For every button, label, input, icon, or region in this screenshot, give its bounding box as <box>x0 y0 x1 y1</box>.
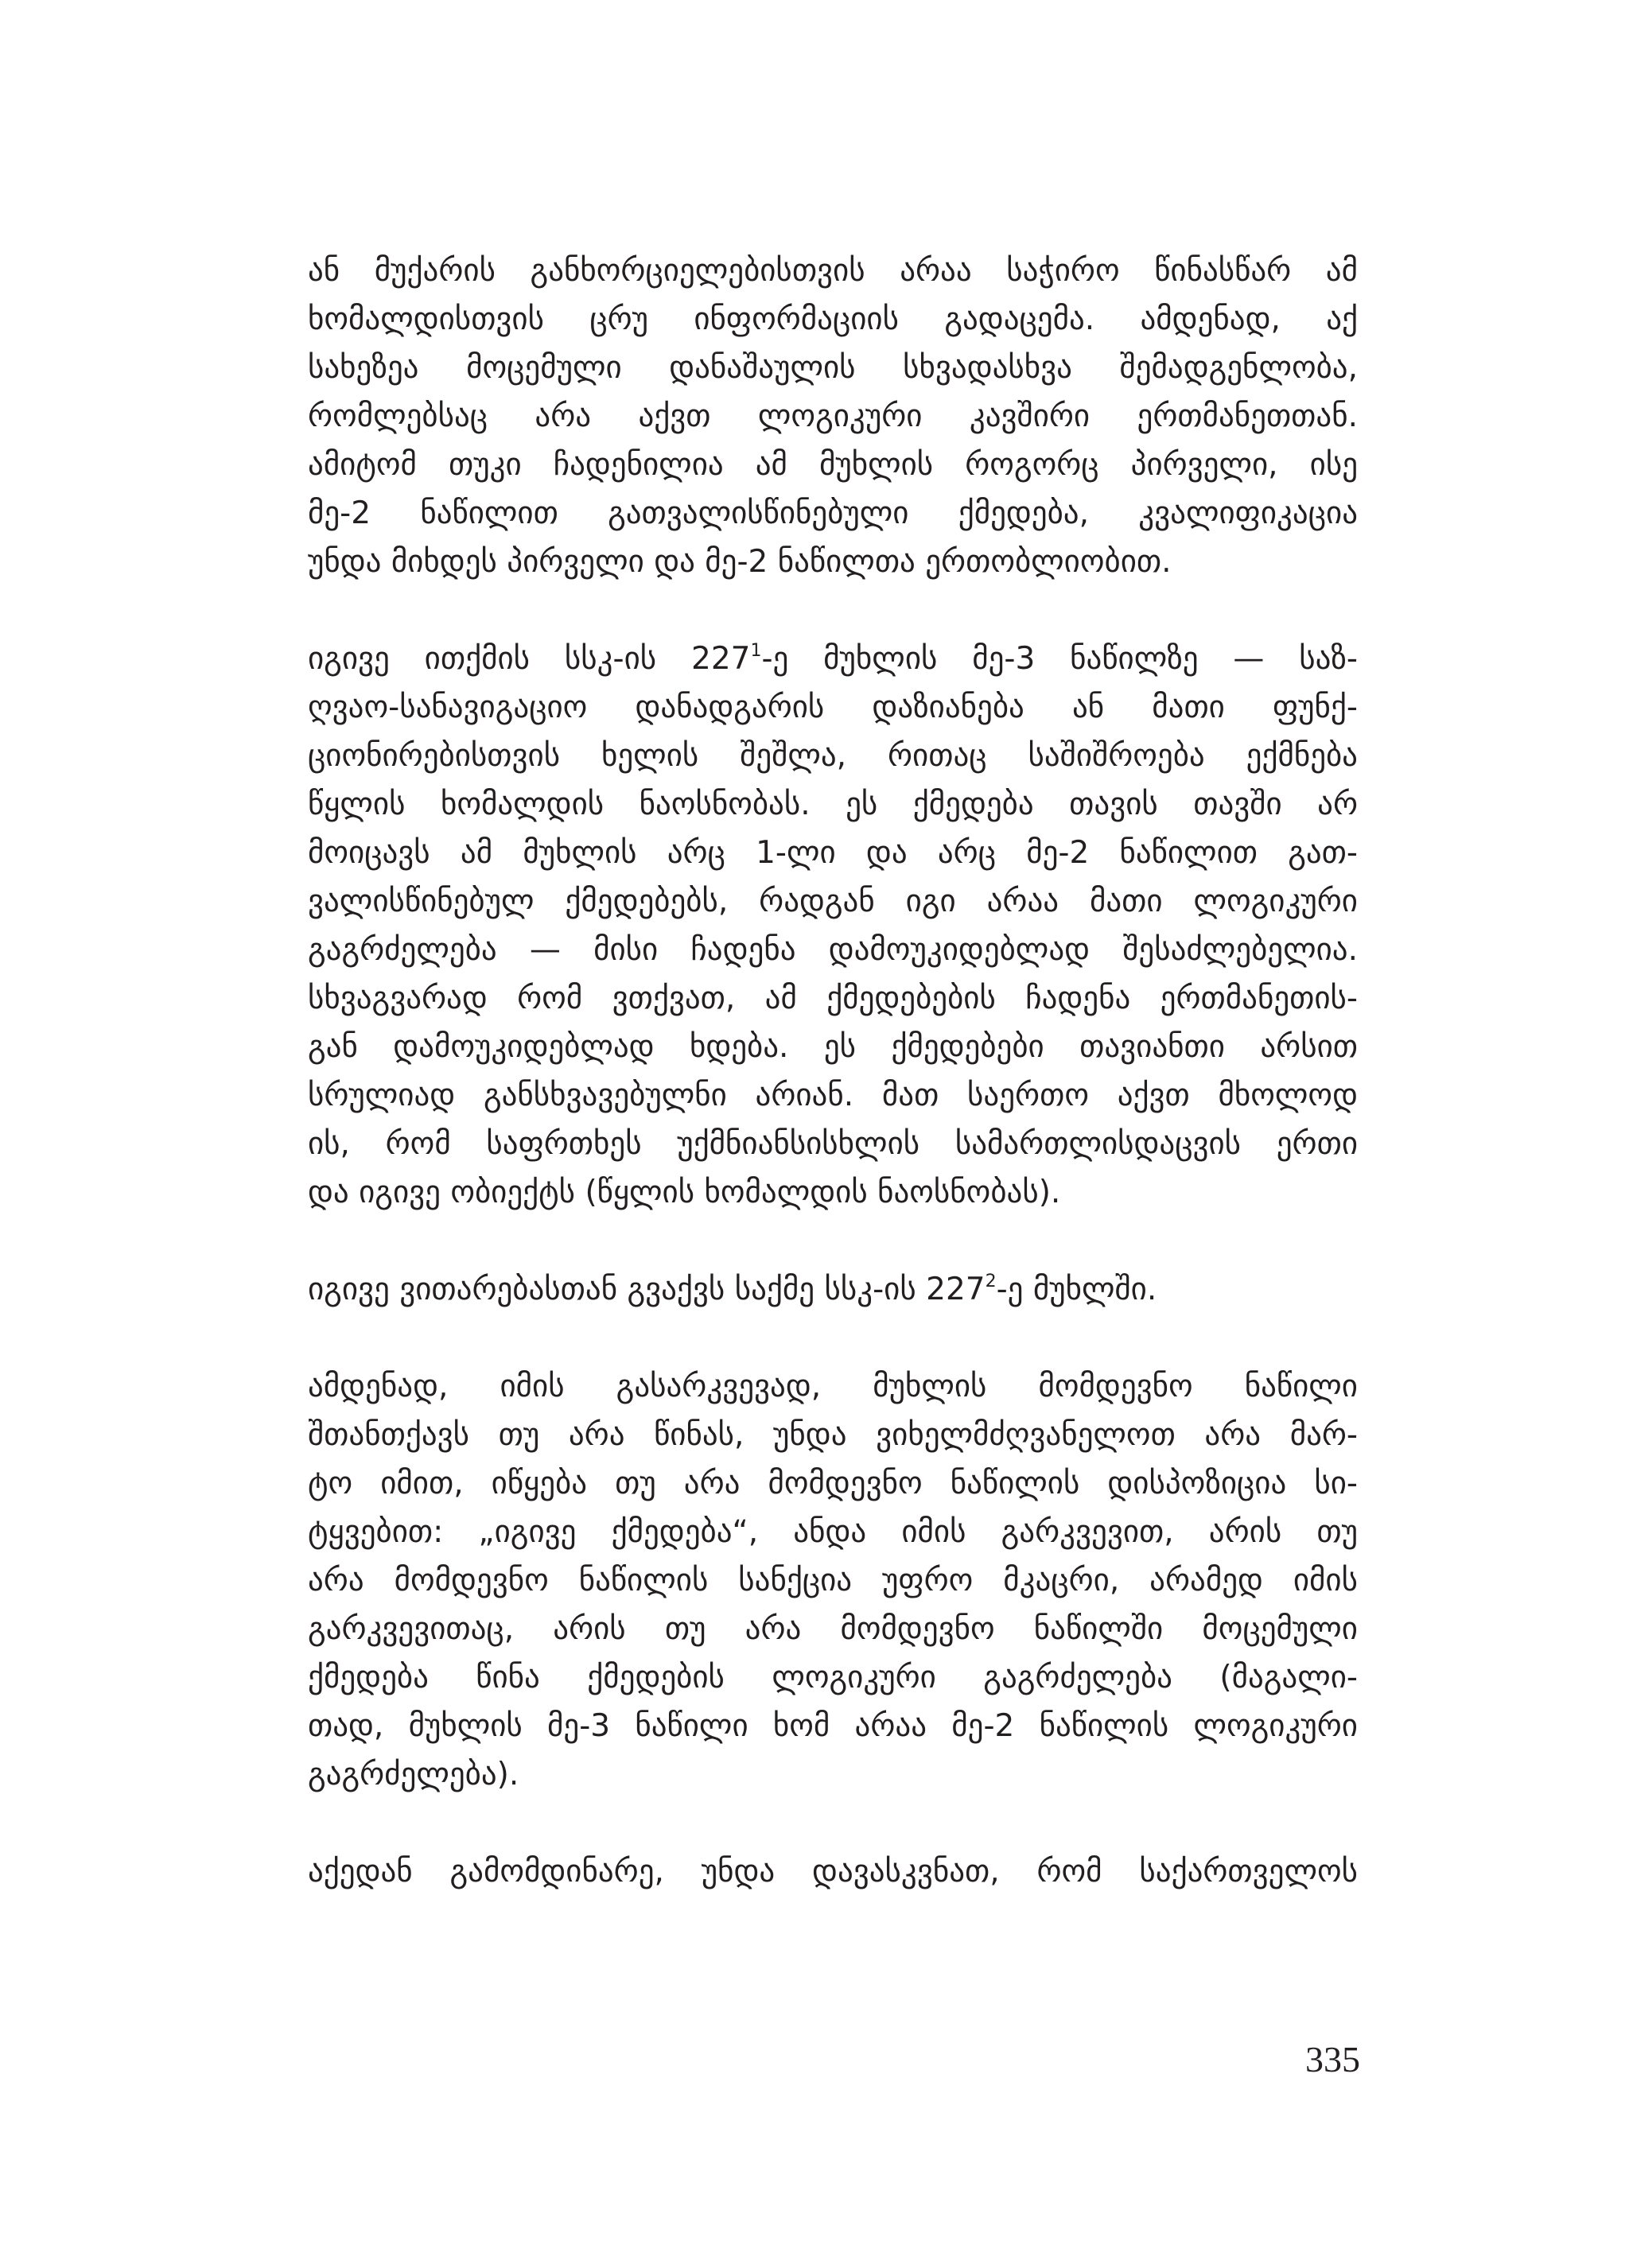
text-line: გარკვევითაც, არის თუ არა მომდევნო ნაწილში მოცემული <box>308 1611 1358 1647</box>
text-line: ამიტომ თუკი ჩადენილია ამ მუხლის როგორც პირველი, ისე <box>308 447 1358 483</box>
text-line: თად, მუხლის მე-3 ნაწილი ხომ არაა მე-2 ნაწილის ლოგიკური <box>308 1708 1358 1744</box>
superscript: 1 <box>750 641 762 661</box>
paragraph-2 <box>308 635 1358 1217</box>
paragraph-1 <box>308 247 1358 586</box>
text-line: ხომალდისთვის ცრუ ინფორმაციის გადაცემა. ამდენად, აქ <box>308 301 1358 337</box>
text-line: გაგრძელება). <box>308 1757 519 1792</box>
page-body <box>308 247 1358 1896</box>
text-fragment: იგივე ითქმის სსკ-ის 227 <box>308 641 751 677</box>
text-line: ქმედება წინა ქმედების ლოგიკური გაგრძელება (მაგალი- <box>308 1660 1358 1695</box>
text-line: სახეზეა მოცემული დანაშაულის სხვადასხვა შემადგენლობა, <box>308 350 1358 386</box>
text-fragment: -ე მუხლის მე-3 ნაწილზე — საზ- <box>761 641 1358 677</box>
superscript: 2 <box>985 1272 997 1291</box>
text-line: სრულიად განსხვავებულნი არიან. მათ საერთო აქვთ მხოლოდ <box>308 1078 1358 1113</box>
text-line: რომლებსაც არა აქვთ ლოგიკური კავშირი ერთმანეთთან. <box>308 398 1358 434</box>
text-line-with-superscript <box>308 1265 1358 1314</box>
text-line: არა მომდევნო ნაწილის სანქცია უფრო მკაცრი, არამედ იმის <box>308 1563 1358 1598</box>
text-line: სხვაგვარად რომ ვთქვათ, ამ ქმედებების ჩადენა ერთმანეთის- <box>308 981 1358 1016</box>
text-line: ტო იმით, იწყება თუ არა მომდევნო ნაწილის დისპოზიცია სი- <box>308 1466 1358 1501</box>
text-fragment: -ე მუხლში. <box>996 1272 1157 1307</box>
text-line: ღვაო-სანავიგაციო დანადგარის დაზიანება ან მათი ფუნქ- <box>308 689 1358 725</box>
paragraph-5 <box>308 1847 1358 1896</box>
text-line: ამდენად, იმის გასარკვევად, მუხლის მომდევნო ნაწილი <box>308 1369 1358 1404</box>
text-line: გან დამოუკიდებლად ხდება. ეს ქმედებები თავიანთი არსით <box>308 1029 1358 1065</box>
paragraph-3 <box>308 1265 1358 1314</box>
text-line: მე-2 ნაწილით გათვალისწინებული ქმედება, კვალიფიკაცია <box>308 495 1358 531</box>
text-line: მოიცავს ამ მუხლის არც 1-ლი და არც მე-2 ნაწილით გათ- <box>308 835 1358 871</box>
text-line-with-superscript <box>308 635 1358 683</box>
text-fragment: იგივე ვითარებასთან გვაქვს საქმე სსკ-ის 227 <box>308 1272 986 1307</box>
text-line: წყლის ხომალდის ნაოსნობას. ეს ქმედება თავის თავში არ <box>308 786 1358 822</box>
text-line: აქედან გამომდინარე, უნდა დავასკვნათ, რომ საქართველოს <box>308 1854 1358 1889</box>
text-line: ან მუქარის განხორციელებისთვის არაა საჭირო წინასწარ ამ <box>308 253 1358 289</box>
paragraph-4 <box>308 1362 1358 1799</box>
page-number: 335 <box>1305 2039 1360 2080</box>
text-line: შთანთქავს თუ არა წინას, უნდა ვიხელმძღვანელოთ არა მარ- <box>308 1417 1358 1453</box>
text-line: ვალისწინებულ ქმედებებს, რადგან იგი არაა მათი ლოგიკური <box>308 884 1358 919</box>
text-line: ტყვებით: „იგივე ქმედება“, ანდა იმის გარკვევით, არის თუ <box>308 1514 1358 1550</box>
text-line: ციონირებისთვის ხელის შეშლა, რითაც საშიშროება ექმნება <box>308 738 1358 774</box>
text-line: ის, რომ საფრთხეს უქმნიანსისხლის სამართლისდაცვის ერთი <box>308 1126 1358 1162</box>
text-line: და იგივე ობიექტს (წყლის ხომალდის ნაოსნობას). <box>308 1175 1061 1210</box>
text-line: უნდა მიხდეს პირველი და მე-2 ნაწილთა ერთობლიობით. <box>308 544 1172 580</box>
text-line: გაგრძელება — მისი ჩადენა დამოუკიდებლად შესაძლებელია. <box>308 932 1358 968</box>
